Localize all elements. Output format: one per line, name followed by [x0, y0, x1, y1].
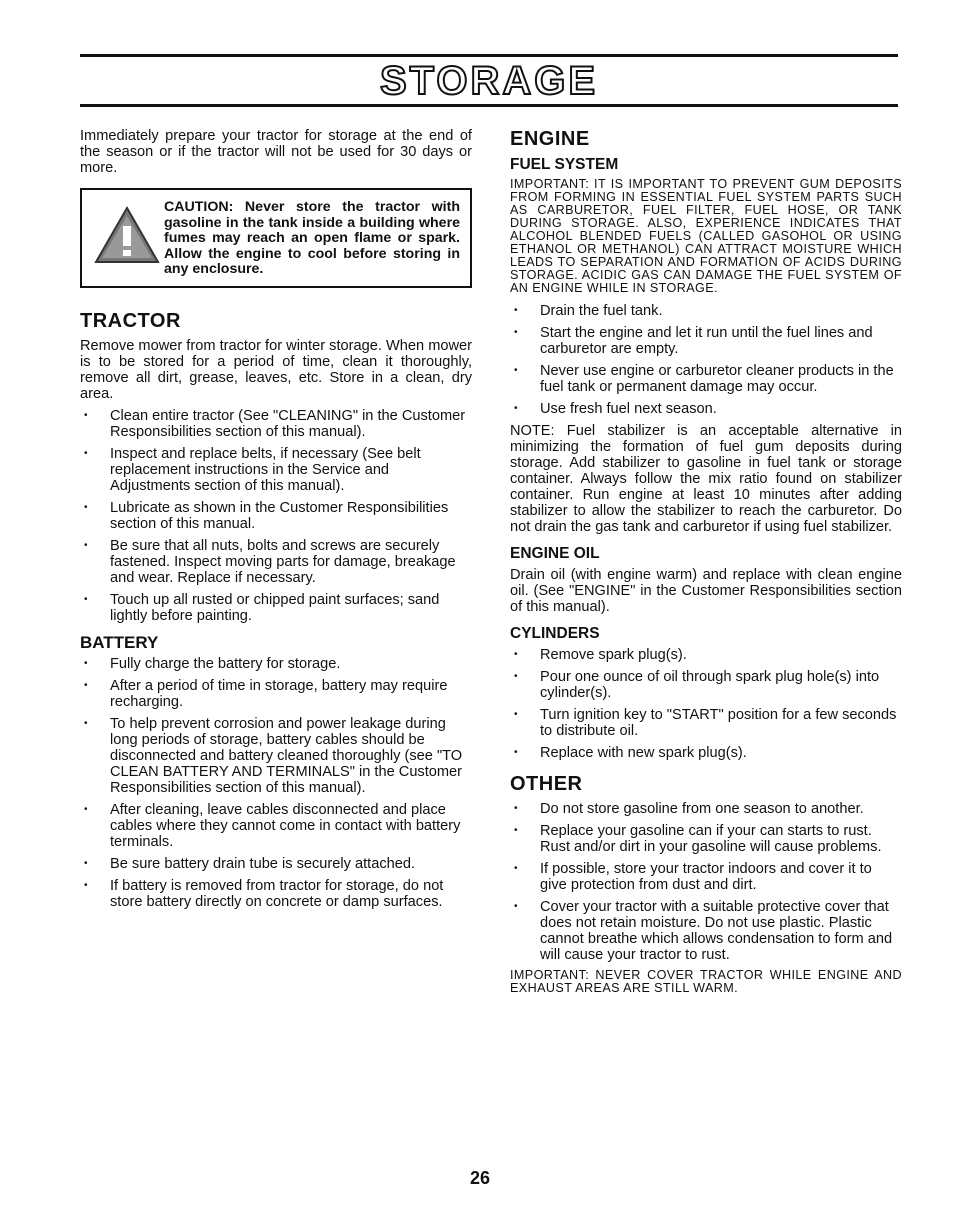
battery-heading: BATTERY — [80, 633, 159, 652]
list-item: • Clean entire tractor (See "CLEANING" in the Customer Responsibilities section of this manual). — [84, 408, 466, 440]
engine-heading: ENGINE — [510, 128, 590, 150]
list-item: • Replace with new spark plug(s). — [514, 745, 747, 761]
tractor-body: Remove mower from tractor for winter storage. When mower is to be stored for a period of time, clean it thoroughly, remove all dirt, grease, leaves, etc. Store in a clean, dry area. — [80, 338, 472, 402]
list-item: • Start the engine and let it run until the fuel lines and carburetor are empty. — [514, 325, 873, 357]
list-item: • Lubricate as shown in the Customer Responsibilities section of this manual. — [84, 500, 449, 532]
list-item: • Fully charge the battery for storage. — [84, 656, 341, 672]
list-item: • Drain the fuel tank. — [514, 303, 663, 319]
page-title: STORAGE — [379, 59, 599, 103]
list-item: • Replace your gasoline can if your can starts to rust. Rust and/or dirt in your gasoline will cause problems. — [514, 823, 882, 855]
caution-text: CAUTION: Never store the tractor with gasoline in the tank inside a building where fumes may reach an open flame or spark. Allow the engine to cool before storing in any enclosure. — [164, 199, 460, 278]
fuel-note: NOTE: Fuel stabilizer is an acceptable alternative in minimizing the formation of fuel gum deposits during storage. Add stabilizer to gasoline in fuel tank or storage container. Always follow the mix ratio found on stabilizer container. Run engine at least 10 minutes after adding stabilizer to allow the stabilizer to reach the carburetor. Do not drain the gas tank and carburetor if using fuel stabilizer. — [510, 423, 902, 535]
other-list — [510, 801, 902, 963]
other-heading: OTHER — [510, 773, 583, 795]
title-rule-top — [80, 54, 898, 57]
battery-list — [80, 656, 472, 910]
list-item: • Pour one ounce of oil through spark plug hole(s) into cylinder(s). — [514, 669, 880, 701]
warning-triangle-icon — [94, 206, 160, 264]
list-item: • If possible, store your tractor indoors and cover it to give protection from dust and dirt. — [514, 861, 872, 893]
list-item: • Touch up all rusted or chipped paint surfaces; sand lightly before painting. — [84, 592, 440, 624]
list-item: • If battery is removed from tractor for storage, do not store battery directly on concrete or damp surfaces. — [84, 878, 444, 910]
fuel-important-text: IMPORTANT: IT IS IMPORTANT TO PREVENT GUM DEPOSITS FROM FORMING IN ESSENTIAL FUEL SYSTEM PARTS SUCH AS CARBURETOR, FUEL FILTER, FUEL HOSE, OR TANK DURING STORAGE. ALSO, EXPERIENCE INDICATES THAT ALCOHOL BLENDED FUELS (CALLED GASOHOL OR USING ETHANOL OR METHANOL) CAN ATTRACT MOISTURE WHICH LEADS TO SEPARATION AND FORMATION OF ACIDS DURING STORAGE. ACIDIC GAS CAN DAMAGE THE FUEL SYSTEM OF AN ENGINE WHILE IN STORAGE. — [510, 177, 902, 295]
tractor-heading: TRACTOR — [80, 310, 181, 332]
fuel-list — [510, 303, 902, 417]
list-item: • Be sure battery drain tube is securely attached. — [84, 856, 416, 872]
right-column — [510, 128, 902, 1003]
list-item: • After a period of time in storage, battery may require recharging. — [84, 678, 448, 710]
cylinders-list — [510, 647, 902, 761]
list-item: • To help prevent corrosion and power leakage during long periods of storage, battery cables should be disconnected and battery cleaned thoroughly (see "TO CLEAN BATTERY AND TERMINALS" in the Customer Responsibilities section of this manual). — [84, 716, 463, 796]
list-item: • Inspect and replace belts, if necessary (See belt replacement instructions in the Service and Adjustments section of this manual). — [84, 446, 421, 494]
list-item: • Remove spark plug(s). — [514, 647, 687, 663]
intro-paragraph: Immediately prepare your tractor for storage at the end of the season or if the tractor will not be used for 30 days or more. — [80, 128, 472, 176]
list-item: • Never use engine or carburetor cleaner products in the fuel tank or permanent damage may occur. — [514, 363, 894, 395]
list-item: • Do not store gasoline from one season to another. — [514, 801, 864, 817]
list-item: • Use fresh fuel next season. — [514, 401, 717, 417]
engine-oil-heading: ENGINE OIL — [510, 545, 600, 562]
title-rule-bottom — [80, 104, 898, 107]
other-important-text: IMPORTANT: NEVER COVER TRACTOR WHILE ENGINE AND EXHAUST AREAS ARE STILL WARM. — [510, 968, 902, 995]
left-column — [80, 128, 472, 916]
cylinders-heading: CYLINDERS — [510, 625, 600, 642]
tractor-list — [80, 408, 472, 624]
caution-box — [80, 188, 472, 288]
list-item: • Cover your tractor with a suitable protective cover that does not retain moisture. Do not use plastic. Plastic cannot breathe which allows condensation to form and will cause your tractor to rust. — [514, 899, 893, 963]
list-item: • After cleaning, leave cables disconnected and place cables where they cannot come in contact with battery terminals. — [84, 802, 461, 850]
page-number: 26 — [470, 1168, 491, 1188]
fuel-system-heading: FUEL SYSTEM — [510, 156, 619, 173]
list-item: • Be sure that all nuts, bolts and screws are securely fastened. Inspect moving parts for damage, breakage and wear. Replace if necessary. — [84, 538, 456, 586]
engine-oil-body: Drain oil (with engine warm) and replace with clean engine oil. (See "ENGINE" in the Customer Responsibilities section of this manual). — [510, 567, 902, 615]
list-item: • Turn ignition key to "START" position for a few seconds to distribute oil. — [514, 707, 897, 739]
